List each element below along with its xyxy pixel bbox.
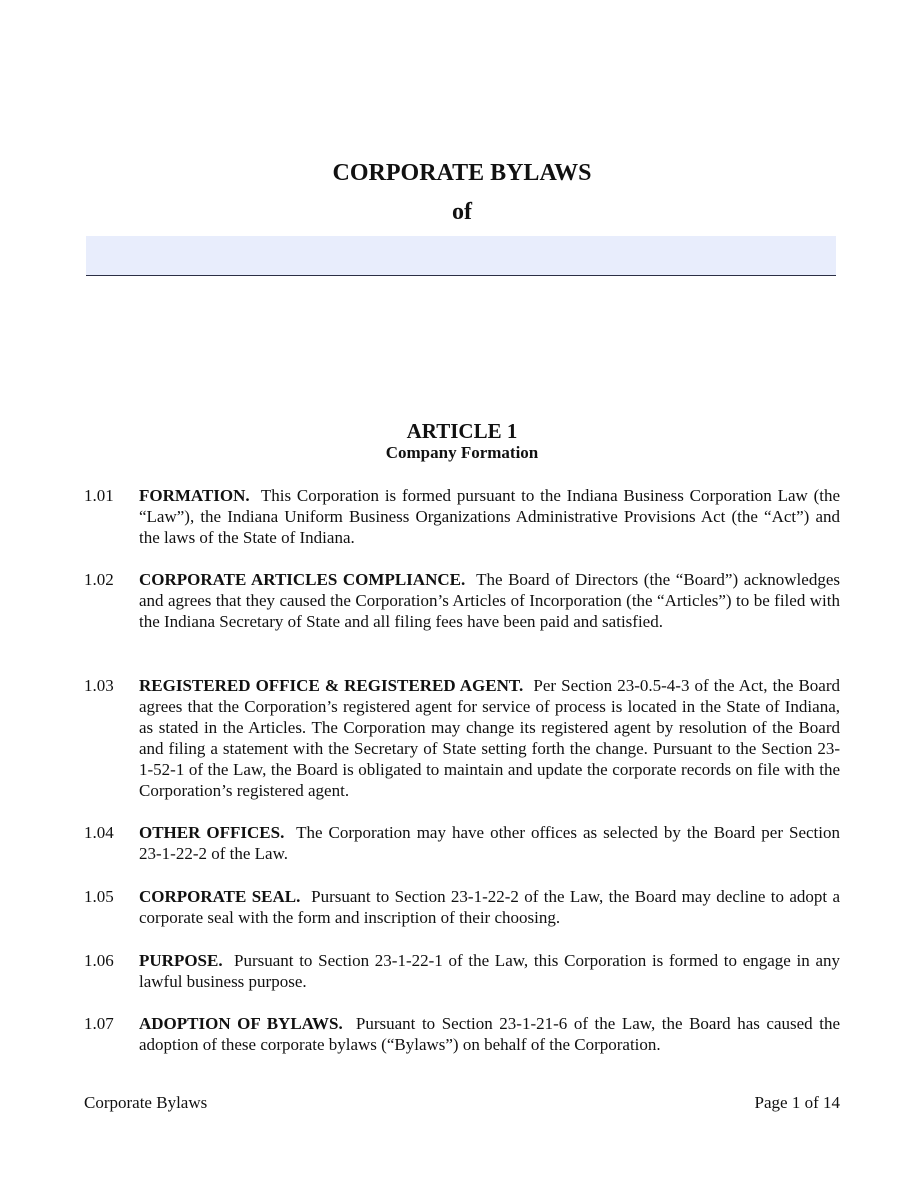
footer-page-number: Page 1 of 14 <box>754 1093 840 1112</box>
section-number: 1.03 <box>84 676 114 695</box>
section-number: 1.06 <box>84 951 114 970</box>
section-1-07 <box>84 1013 840 1055</box>
section-heading: PURPOSE. <box>139 951 223 970</box>
section-heading: CORPORATE ARTICLES COMPLIANCE. <box>139 570 466 589</box>
section-body <box>139 950 840 992</box>
section-number: 1.02 <box>84 570 114 589</box>
footer-document-name: Corporate Bylaws <box>84 1093 208 1112</box>
article-subtitle: Company Formation <box>385 443 539 462</box>
section-text: Pursuant to Section 23-1-22-1 of the Law, this Corporation is formed to engage in any lawful business purpose. <box>139 951 841 991</box>
section-number: 1.05 <box>84 887 114 906</box>
section-body <box>139 569 840 632</box>
company-name-field[interactable] <box>86 236 836 276</box>
section-number: 1.04 <box>84 823 114 842</box>
section-1-05 <box>84 886 840 928</box>
section-heading: FORMATION. <box>139 486 250 505</box>
section-heading: OTHER OFFICES. <box>139 823 285 842</box>
article-title: ARTICLE 1 <box>406 419 518 443</box>
section-number: 1.01 <box>84 486 114 505</box>
section-body <box>139 886 840 928</box>
section-heading: CORPORATE SEAL. <box>139 887 301 906</box>
section-text: Pursuant to Section 23-1-21-6 of the Law, the Board has caused the adoption of these corporate bylaws (“Bylaws”) on behalf of the Corporation. <box>139 1014 840 1054</box>
section-body <box>139 822 840 864</box>
section-text: Pursuant to Section 23-1-22-2 of the Law, the Board may decline to adopt a corporate seal with the form and inscription of their choosing. <box>139 887 841 927</box>
section-text: The Corporation may have other offices as selected by the Board per Section 23-1-22-2 of the Law. <box>139 823 840 863</box>
section-body <box>139 485 840 548</box>
section-body <box>139 1013 840 1055</box>
section-body <box>139 675 840 801</box>
section-text: Per Section 23-0.5-4-3 of the Act, the Board agrees that the Corporation’s registered agent for service of process is located in the State of Indiana, as stated in the Articles. The Corporation may change its registered agent by resolution of the Board and filing a statement with the Secretary of State setting forth the change. Pursuant to the Section 23-1-52-1 of the Law, the Board is obligated to maintain and update the corporate records on file with the Corporation’s registered agent. <box>139 676 840 800</box>
section-1-06 <box>84 950 840 992</box>
document-title: CORPORATE BYLAWS <box>332 160 592 186</box>
section-heading: ADOPTION OF BYLAWS. <box>139 1014 343 1033</box>
section-1-01 <box>84 485 840 548</box>
section-text: This Corporation is formed pursuant to the Indiana Business Corporation Law (the “Law”), the Indiana Uniform Business Organizations Administrative Provisions Act (the “Act”) and the laws of the State of Indiana. <box>139 486 840 547</box>
section-1-04 <box>84 822 840 864</box>
document-of: of <box>452 199 472 225</box>
section-number: 1.07 <box>84 1014 114 1033</box>
section-text: The Board of Directors (the “Board”) acknowledges and agrees that they caused the Corporation’s Articles of Incorporation (the “Articles”) to be filed with the Indiana Secretary of State and all filing fees have been paid and satisfied. <box>139 570 840 631</box>
section-1-03 <box>84 675 840 801</box>
section-1-02 <box>84 569 840 632</box>
section-heading: REGISTERED OFFICE & REGISTERED AGENT. <box>139 676 524 695</box>
